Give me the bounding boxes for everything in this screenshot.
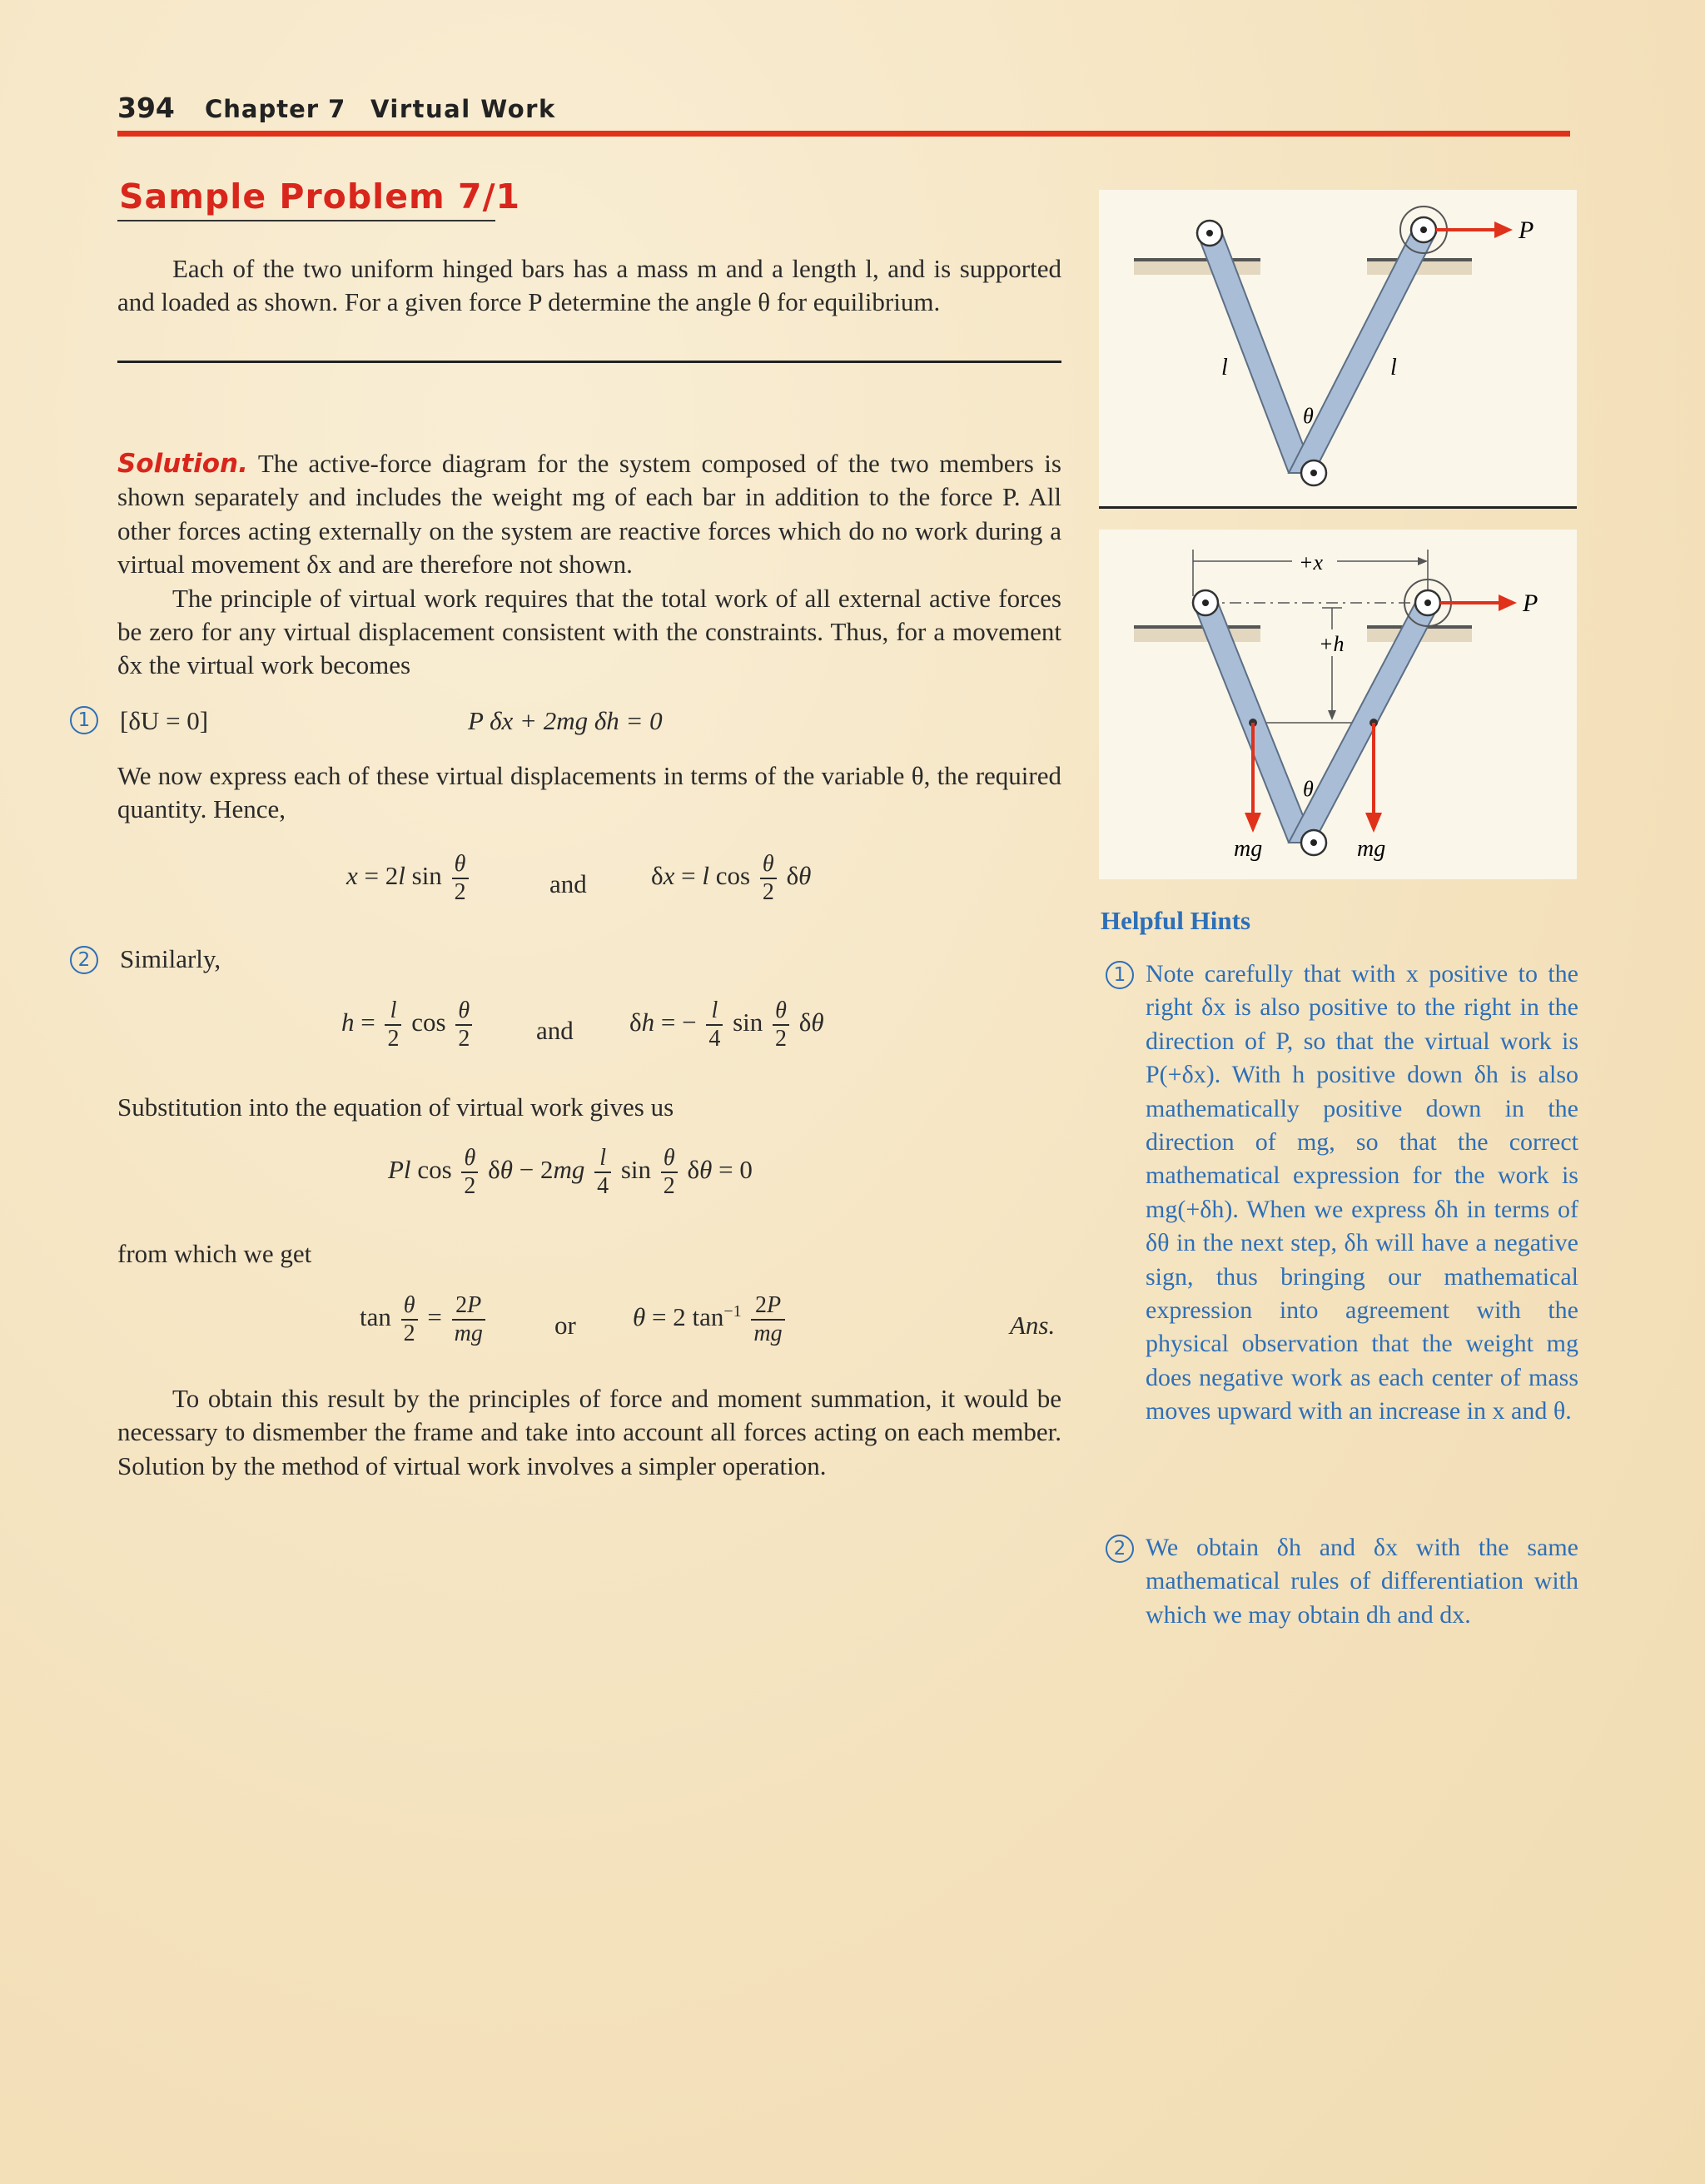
answer-label: Ans.: [1010, 1311, 1056, 1340]
solution-p3: We now express each of these virtual displacements in terms of the variable θ, the required quantity. Hence,: [117, 761, 1061, 824]
solution-p5-block: [117, 1237, 1061, 1271]
similarly-text: Similarly,: [120, 944, 221, 973]
sample-problem-title: Sample Problem 7/1: [119, 177, 521, 216]
hint-2-marker: [1106, 1535, 1134, 1563]
problem-statement-text: Each of the two uniform hinged bars has a mass m and a length l, and is supported and loaded as shown. For a given force P determine the angle θ for equilibrium.: [117, 254, 1061, 317]
eq-or: or: [554, 1311, 576, 1340]
eq-x-and: and: [549, 869, 587, 898]
solution-p4-block: [117, 1091, 1061, 1124]
eq-substituted: Pl cos $\frac{\theta}{2}$ δθ − 2mg $\frac{l}{4}$ sin $\frac{\theta}{2}$ δθ = 0: [388, 1145, 753, 1199]
solution-block: [117, 447, 1061, 683]
label-l-right: l: [1390, 355, 1397, 381]
solution-p6-block: [117, 1382, 1061, 1483]
statement-rule: [117, 361, 1061, 363]
solution-p4: Substitution into the equation of virtual work gives us: [117, 1092, 674, 1122]
marker-1: [70, 706, 98, 734]
marker-2: [70, 946, 98, 974]
hint-1: [1146, 958, 1578, 1429]
label-theta-2: θ: [1303, 777, 1314, 801]
eq-h: h = $\frac{l}{2}$ cos $\frac{\theta}{2}$: [341, 997, 475, 1052]
hint-1-circle: 1: [1106, 961, 1134, 989]
label-p: P: [1519, 216, 1534, 244]
eq-dx: δx = l cos $\frac{\theta}{2}$ δθ: [651, 851, 812, 905]
hints-title: Helpful Hints: [1101, 906, 1251, 935]
eq-tan: tan $\frac{\theta}{2}$ = $\frac{2P}{mg}$: [360, 1292, 489, 1347]
hint-2-circle: 2: [1106, 1535, 1134, 1563]
chapter-label: Chapter 7: [205, 95, 346, 123]
title-underline: [117, 220, 495, 221]
figure-loaded-frame-svg: [1099, 190, 1577, 506]
left-ground: [1134, 258, 1260, 261]
chapter-title: Virtual Work: [370, 95, 556, 123]
solution-p3-block: [117, 759, 1061, 827]
right-pin-dot: [1420, 226, 1427, 233]
left-weight-arrowhead: [1245, 813, 1261, 833]
figure-rule: [1099, 506, 1577, 509]
label-mg-right: mg: [1357, 836, 1386, 862]
eq-theta: θ = 2 $\tan^{-1}$ $\frac{2P}{mg}$: [633, 1292, 788, 1347]
left-pin-dot-2: [1202, 599, 1209, 606]
left-ground-2: [1134, 625, 1260, 629]
label-plus-x: +x: [1299, 550, 1324, 575]
figure-active-force-svg: [1099, 530, 1577, 879]
dim-x-arrow: [1418, 557, 1428, 565]
label-l-left: l: [1221, 355, 1228, 381]
left-pin-dot: [1206, 230, 1213, 236]
hint-2: [1146, 1531, 1578, 1632]
hint-1-text: Note carefully that with x positive to the right δx is also positive to the right in the direction of P, so that the virtual work is P(+δx). With h positive down δh is also mathematically positive down in the direction of mg, so that the correct mathematical expression for the work is mg(+δh). When we express δh in terms of δθ in the next step, δh will have a negative sign, thus bringing our mathematical expression into agreement with the physical observation that the weight mg does negative work as each center of mass moves upward with an increase in x and θ.: [1146, 960, 1578, 1425]
solution-p2: The principle of virtual work requires that the total work of all external active forces be zero for any virtual displacement consistent with the constraints. Thus, for a movement δx the virtual work becomes: [117, 583, 1061, 680]
force-p-arrowhead-2: [1499, 595, 1517, 611]
left-ground-hatch-2: [1134, 629, 1260, 642]
header-rule: [117, 131, 1570, 137]
label-theta: θ: [1303, 404, 1314, 428]
problem-statement: [117, 252, 1061, 320]
right-bar: [1289, 233, 1436, 473]
bottom-pin-dot: [1310, 470, 1317, 476]
eq-h-and: and: [536, 1016, 574, 1045]
solution-label: Solution.: [117, 449, 248, 479]
eq1-label: [δU = 0]: [120, 706, 209, 735]
eq-x: x = 2l sin $\frac{\theta}{2}$: [346, 851, 472, 906]
eq-dh: δh = − $\frac{l}{4}$ sin $\frac{\theta}{2}$ δθ: [629, 997, 824, 1052]
figure-loaded-frame: [1099, 190, 1577, 506]
marker-1-circle: 1: [70, 706, 98, 734]
solution-p1: The active-force diagram for the system composed of the two members is shown separately and includes the weight mg of each bar in addition to the force P. All other forces acting externally on the system are reactive forces which do no work during a virtual movement δx and are therefore not shown.: [117, 449, 1061, 580]
solution-p6: To obtain this result by the principles of force and moment summation, it would be necessary to dismember the frame and take into account all forces acting on each member. Solution by the method of virtual work involves a simpler operation.: [117, 1384, 1061, 1480]
hint-2-text: We obtain δh and δx with the same mathematical rules of differentiation with which we may obtain dh and dx.: [1146, 1534, 1578, 1629]
hint-1-marker: [1106, 961, 1134, 989]
figure-active-force-diagram: [1099, 530, 1577, 879]
left-ground-hatch: [1134, 261, 1260, 275]
eq1: P δx + 2mg δh = 0: [468, 706, 663, 735]
label-mg-left: mg: [1234, 836, 1263, 862]
right-pin-dot-2: [1424, 599, 1431, 606]
solution-p5: from which we get: [117, 1239, 312, 1268]
force-p-arrowhead: [1494, 221, 1513, 238]
right-weight-arrowhead: [1365, 813, 1382, 833]
marker-2-circle: 2: [70, 946, 98, 974]
label-p-2: P: [1523, 590, 1538, 617]
dim-h-arrow: [1328, 710, 1336, 720]
page-number: 394: [117, 92, 175, 124]
label-plus-h: +h: [1319, 632, 1345, 656]
bottom-pin-dot-2: [1310, 839, 1317, 846]
